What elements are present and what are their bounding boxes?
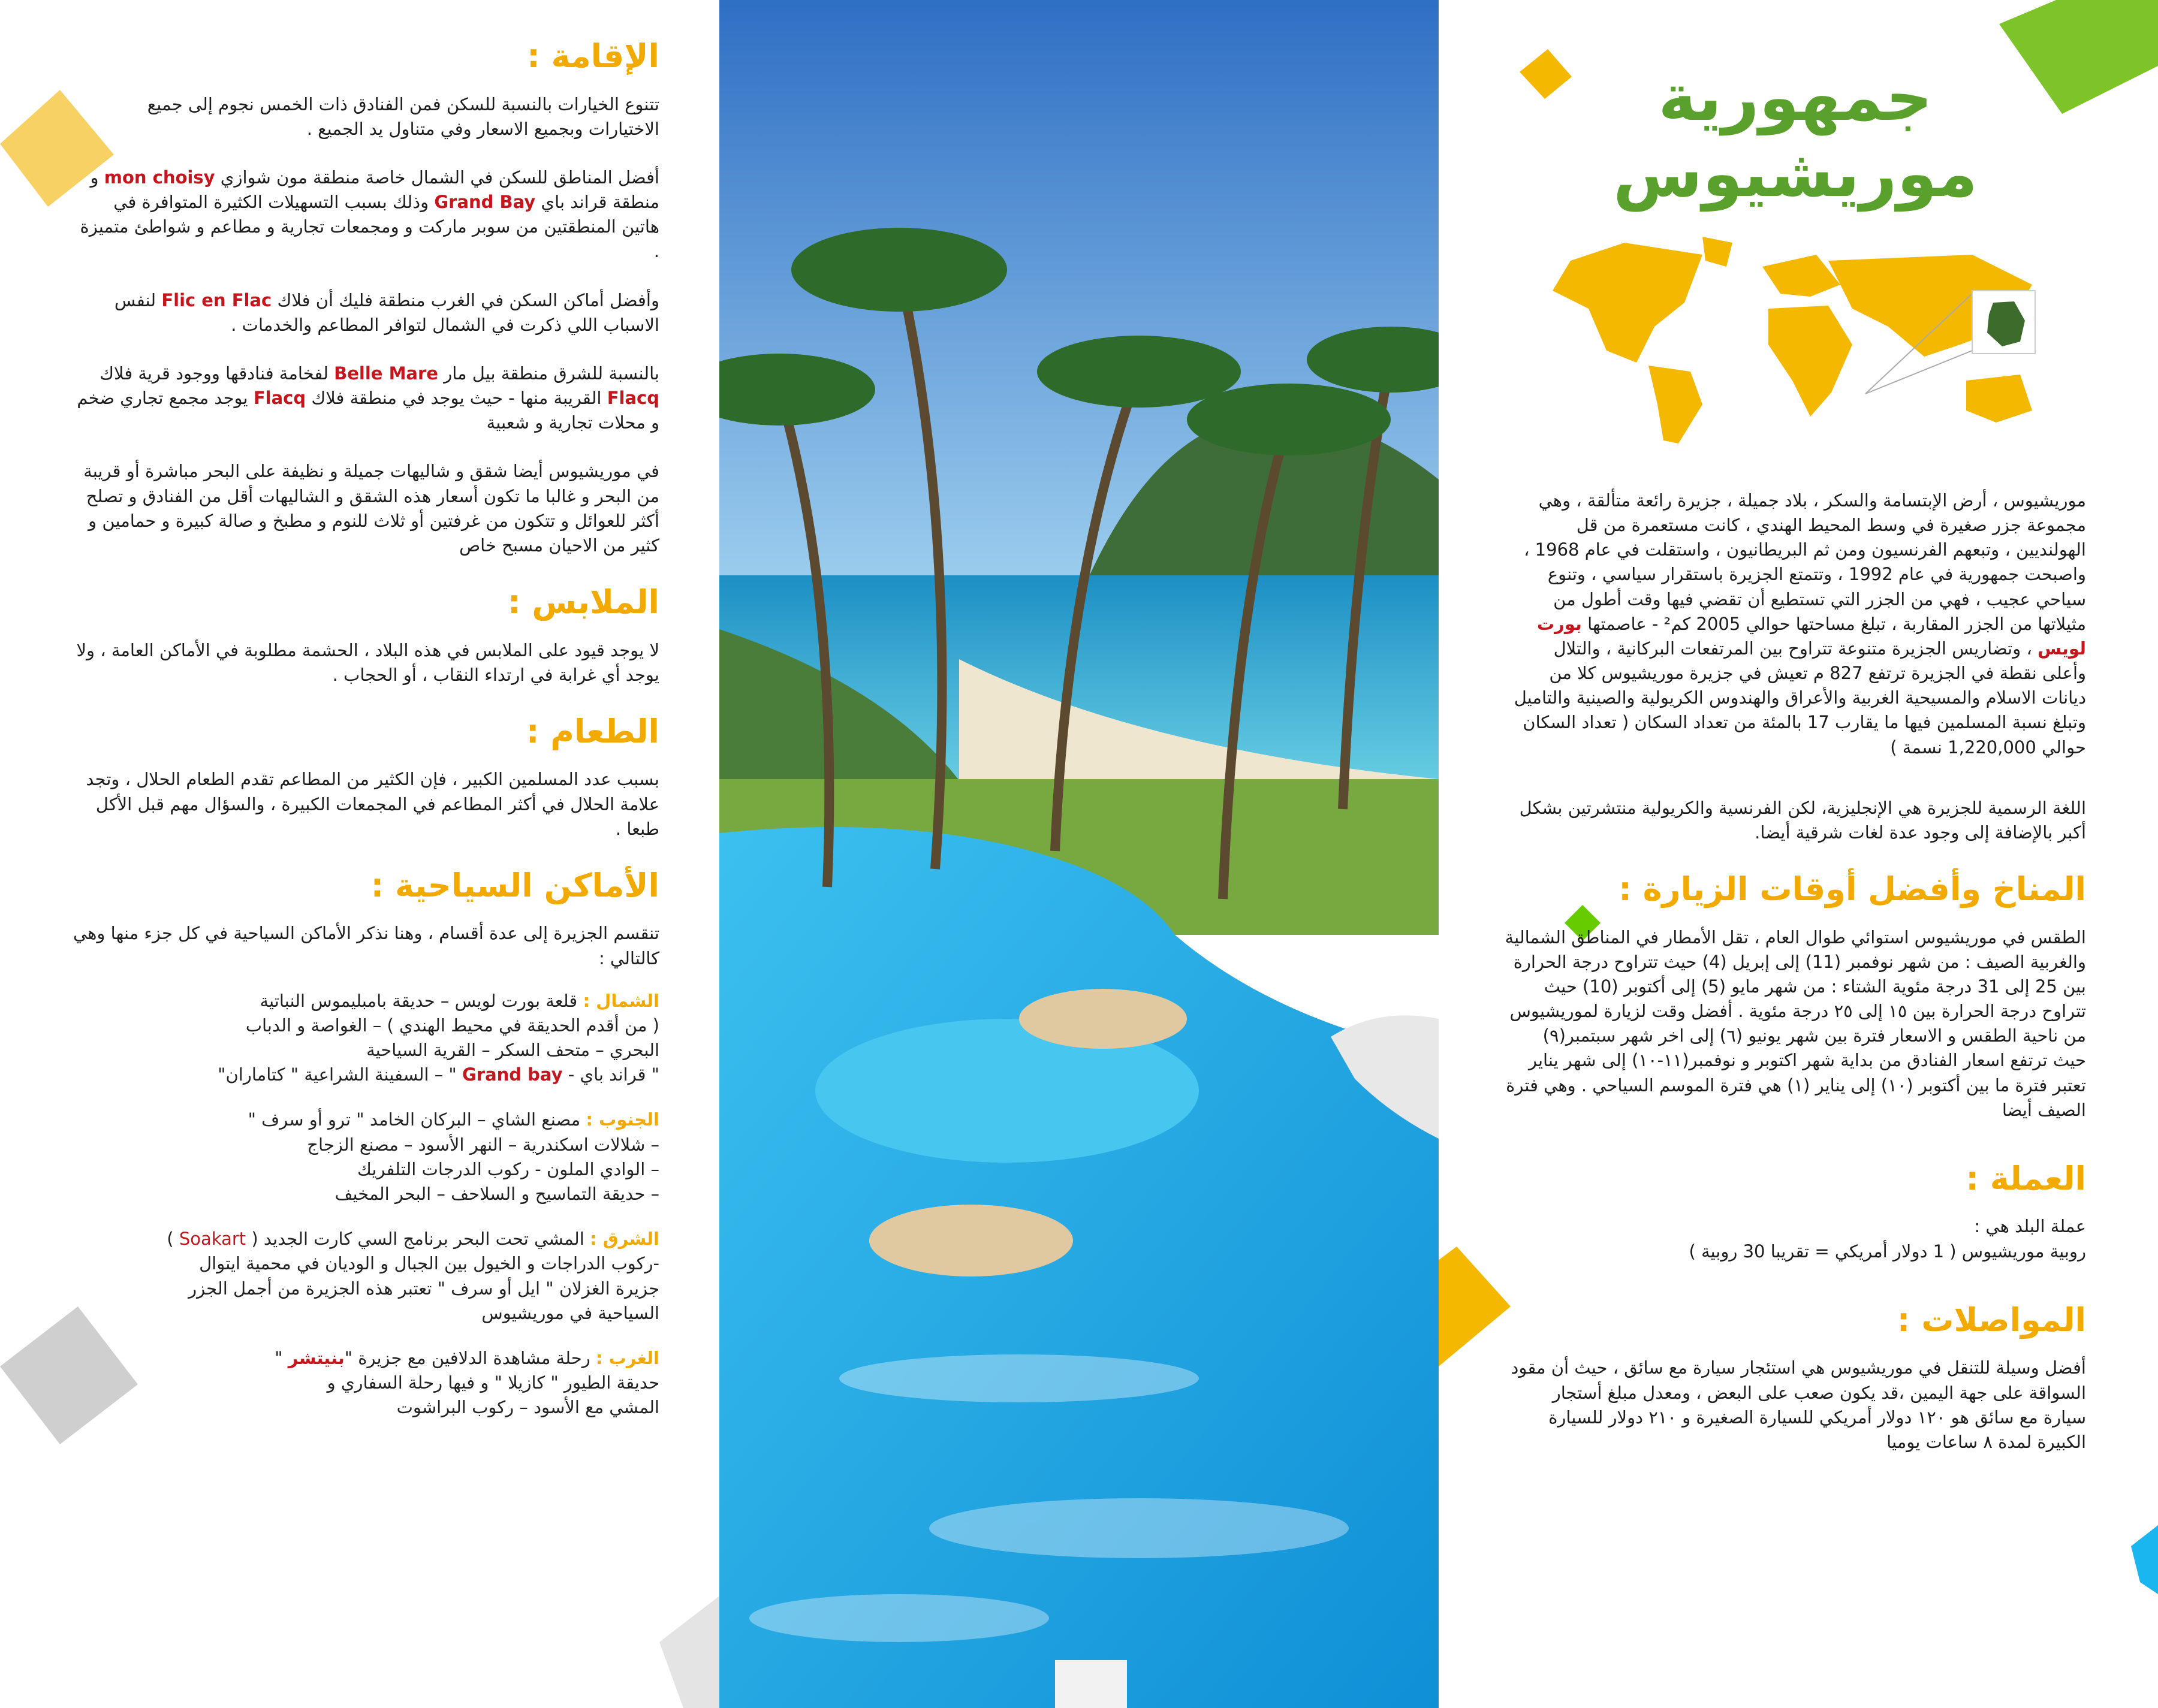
resort-pool-photo: [719, 0, 1439, 1708]
west-line-2: حديقة الطيور " كازيلا " و فيها رحلة السفاري و: [327, 1372, 659, 1393]
currency-block: [1505, 1214, 2086, 1263]
places-intro: تنقسم الجزيرة إلى عدة أقسام ، وهنا نذكر الأماكن السياحية في كل جزء منها وهي كالتالي :: [73, 923, 659, 968]
currency-line-1: عملة البلد هي :: [1974, 1216, 2086, 1237]
map-south-america: [1648, 366, 1702, 443]
page-title-line1: جمهورية: [1658, 61, 1933, 135]
intro-text-2: ، وتضاريس الجزيرة متنوعة تتراوح بين المرتفعات البركانية ، والتلال وأعلى نقطة في الجزيرة ترتفع 827 م تعيش في جزيرة موريشيوس كلا من ديانات الاسلام والمسيحية الغربية والأعراق والهندوس الكريولية والصينية والتاميل وتبلغ نسبة المسلمين فيها ما يقارب 17 بالمئة من تعداد السكان ( تعداد السكان حوالي 1,220,000 نسمة ): [1514, 638, 2086, 758]
acc4-text-2: لفخامة فنادقها ووجود قرية فلاك: [100, 363, 334, 384]
accommodation-paragraph-5: في موريشيوس أيضا شقق و شاليهات جميلة و نظيفة على البحر مباشرة أو قريبة من البحر و غالبا ما تكون أسعار هذه الشقق و الشاليهات أقل من الفنادق و تصلح أكثر للعوائل و تتكون من غرفتين أو ثلاث للنوم و مطبخ و صالة كبيرة و حمامين و كثير من الاحيان مسبح خاص: [83, 461, 659, 556]
right-column: [1439, 0, 2158, 1708]
mon-choisy-highlight: mon choisy: [104, 167, 215, 188]
east-line-1a: المشي تحت البحر برنامج السي كارت الجديد (: [246, 1229, 590, 1250]
world-map: [1505, 237, 2086, 452]
west-label: الغرب :: [595, 1347, 659, 1368]
map-australia: [1966, 375, 2032, 423]
left-column: [0, 0, 719, 1708]
food-paragraph: بسبب عدد المسلمين الكبير ، فإن الكثير من المطاعم تقدم الطعام الحلال ، وتجد علامة الحلال في أكثر المطاعم في المجمعات الكبيرة ، والسؤال مهم قبل الأكل طبعا .: [86, 769, 659, 839]
soakart-highlight: Soakart: [179, 1229, 246, 1250]
acc3-text-2: لنفس الاسباب اللي ذكرت في الشمال لتوافر المطاعم والخدمات .: [114, 289, 659, 335]
acc2-text-2: و منطقة قراند باي: [90, 167, 659, 213]
north-line-3: البحري – متحف السكر – القرية السياحية: [366, 1040, 659, 1061]
belle-mare-highlight: Belle Mare: [334, 363, 438, 384]
flacq-highlight-2: Flacq: [253, 388, 306, 409]
east-line-1c: ): [167, 1229, 179, 1250]
accommodation-paragraph-4: [72, 361, 659, 436]
west-line-1a: رحلة مشاهدة الدلافين مع جزيرة ": [344, 1347, 596, 1368]
flic-en-flac-highlight: Flic en Flac: [161, 289, 272, 310]
clothes-heading: الملابس :: [508, 583, 659, 621]
north-line-2: ( من أقدم الحديقة في محيط الهندي ) – الغواصة و الدباب: [245, 1015, 659, 1036]
island-name-highlight: بنيتشر: [288, 1347, 345, 1368]
currency-heading: العملة :: [1966, 1159, 2086, 1197]
east-line-3: جزيرة الغزلان " ايل أو سرف " تعتبر هذه الجزيرة من أجمل الجزر: [188, 1278, 659, 1299]
intro-paragraph: [1505, 488, 2086, 760]
transport-heading: المواصلات :: [1897, 1300, 2086, 1339]
flacq-highlight-1: Flacq: [607, 388, 659, 409]
currency-line-2: روبية موريشيوس ( 1 دولار أمريكي = تقريبا 30 روبية ): [1689, 1241, 2086, 1262]
south-line-4: – حديقة التماسيح و السلاحف – البحر المخيف: [334, 1183, 659, 1204]
page-title: [1505, 60, 2086, 213]
north-line-1: قلعة بورت لويس – حديقة بامبليموس النباتية: [260, 990, 583, 1011]
west-line-3: المشي مع الأسود – ركوب البراشوت: [396, 1397, 659, 1418]
climate-paragraph: الطقس في موريشيوس استوائي طوال العام ، تقل الأمطار في المناطق الشمالية والغربية الصيف : من شهر نوفمبر (11) إلى إبريل (4) حيث تتراوح درجة الحرارة بين 25 إلى 31 درجة مئوية الشتاء : من شهر مايو (5) إلى أكتوبر (10) حيث تتراوح درجة الحرارة بين ١٥ إلى ٢٥ درجة مئوية . أفضل وقت لزيارة لموريشيوس من ناحية الطقس و الاسعار فترة بين شهر يونيو (٦) إلى اخر شهر سبتمبر(٩) حيث ترتفع اسعار الفنادق من بداية شهر اكتوبر و نوفمبر(١١-١٠) إلى شهر يناير تعتبر فترة ما بين أكتوبر (١٠) إلى يناير (١) هي فترة الموسم السياحي . وهي فترة الصيف أيضا: [1505, 927, 2086, 1120]
food-heading: الطعام :: [526, 712, 659, 750]
acc2-text-1: أفضل المناطق للسكن في الشمال خاصة منطقة مون شوازي: [215, 167, 659, 188]
accommodation-paragraph-1: تتنوع الخيارات بالنسبة للسكن فمن الفنادق ذات الخمس نجوم إلى جميع الاختيارات وبجميع الاسعار وفي متناول يد الجميع .: [147, 93, 659, 139]
east-label: الشرق :: [590, 1229, 659, 1250]
climate-heading: المناخ وأفضل أوقات الزيارة :: [1618, 870, 2086, 909]
capital-highlight: بورت لويس: [1537, 613, 2086, 659]
acc4-text-1: بالنسبة للشرق منطقة بيل مار: [438, 363, 659, 384]
south-label: الجنوب :: [586, 1109, 659, 1130]
region-east: [72, 1227, 659, 1326]
south-line-1: مصنع الشاي – البركان الخامد " ترو أو سرف ": [248, 1109, 586, 1130]
intro-text-1: موريشيوس ، أرض الإبتسامة والسكر ، بلاد جميلة ، جزيرة رائعة متألقة ، وهي مجموعة جزر صغيرة في وسط المحيط الهندي ، كانت مستعمرة من قل الهولنديين ، وتبعهم الفرنسيون ومن ثم البريطانيون ، واستقلت في عام 1968 ، واصبحت جمهورية في عام 1992 ، وتتمتع الجزيرة باستقرار سياسي ، وتنوع سياحي عجيب ، فهي من الجزر التي تستطيع أن تقضي فيها وقت أطول من مثيلاتها من الجزر المقاربة ، تبلغ مساحتها حوالي 2005 كم² - عاصمتها: [1524, 490, 2086, 634]
places-heading: الأماكن السياحية :: [370, 866, 659, 904]
north-label: الشمال :: [583, 990, 659, 1011]
language-paragraph: اللغة الرسمية للجزيرة هي الإنجليزية، لكن الفرنسية والكريولية منتشرتين بشكل أكبر بالإضافة إلى وجود عدة لغات شرقية أيضا.: [1519, 797, 2086, 843]
grand-bay-highlight: Grand Bay: [434, 192, 536, 213]
map-north-america: [1553, 243, 1702, 363]
region-south: [72, 1108, 659, 1206]
accommodation-paragraph-2: [72, 165, 659, 264]
acc4-text-3: القريبة منها - حيث يوجد في منطقة فلاك: [306, 388, 607, 409]
transport-paragraph: أفضل وسيلة للتنقل في موريشيوس هي استئجار سيارة مع سائق ، حيث أن مقود السواقة على جهة اليمين ،قد يكون صعب على البعض ، ومعدل مبلغ أستجار سيارة مع سائق هو ١٢٠ دولار أمريكي للسيارة الصغيرة و ٢١٠ دولار للسيارة الكبيرة لمدة ٨ ساعات يوميا: [1511, 1357, 2086, 1452]
south-line-2: – شلالات اسكندرية – النهر الأسود – مصنع الزجاج: [307, 1134, 659, 1155]
region-north: [72, 989, 659, 1088]
acc3-text-1: وأفضل أماكن السكن في الغرب منطقة فليك أن فلاك: [272, 289, 659, 310]
clothes-paragraph: لا يوجد قيود على الملابس في هذه البلاد ، الحشمة مطلوبة في الأماكن العامة ، ولا يوجد أي غرابة في ارتداء النقاب ، أو الحجاب .: [76, 639, 659, 685]
accommodation-heading: الإقامة :: [527, 37, 659, 75]
south-line-3: – الوادي الملون - ركوب الدرجات التلفريك: [357, 1158, 659, 1179]
region-west: [72, 1346, 659, 1420]
page-title-line2: موريشيوس: [1613, 137, 1978, 212]
accommodation-paragraph-3: [72, 288, 659, 337]
map-africa: [1768, 306, 1852, 417]
acc4-text-4: يوجد مجمع تجاري ضخم و محلات تجارية و شعبية: [77, 388, 659, 433]
east-line-4: السياحية في موريشيوس: [481, 1302, 659, 1323]
acc2-text-3: وذلك بسبب التسهيلات الكثيرة المتوافرة في هاتين المنطقتين من سوبر ماركت و ومجمعات تجارية و مطاعم و شواطئ متميزة .: [80, 192, 659, 262]
west-line-1c: ": [275, 1347, 288, 1368]
map-greenland: [1702, 237, 1732, 267]
east-line-2: -ركوب الدراجات و الخيول بين الجبال و الوديان في محمية ايتوال: [199, 1253, 659, 1274]
grand-bay-place-highlight: Grand bay: [462, 1064, 563, 1085]
north-line-4a: " قراند باي -: [562, 1064, 659, 1085]
north-line-4c: " – السفينة الشراعية " كتاماران": [218, 1064, 462, 1085]
